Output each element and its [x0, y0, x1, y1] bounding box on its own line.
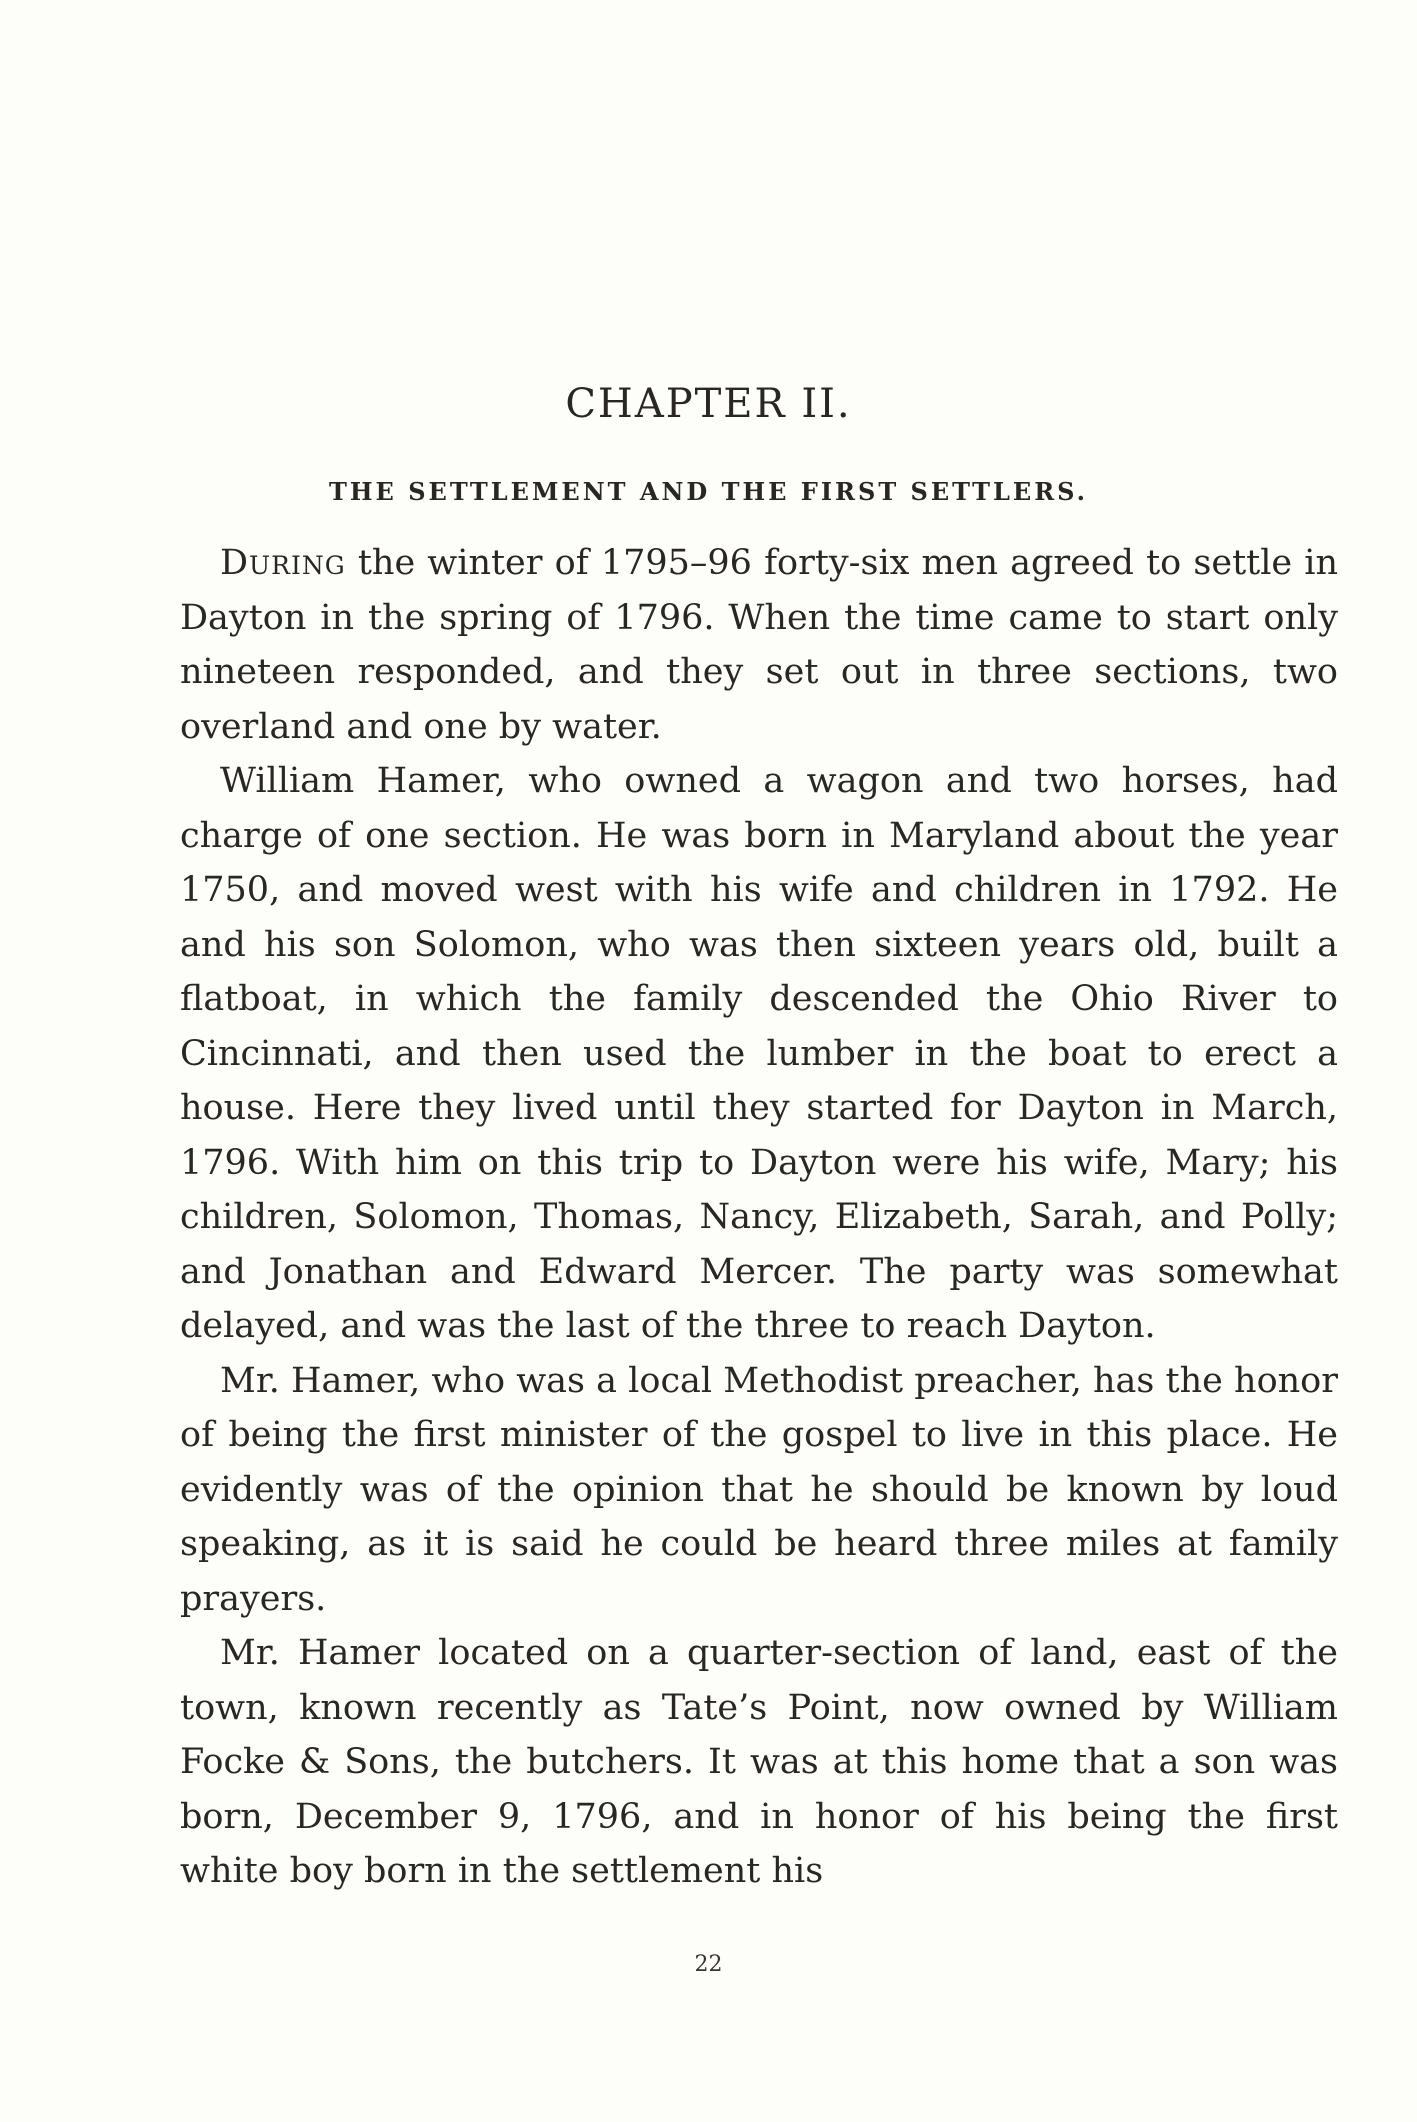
paragraph-text: the winter of 1795–96 forty-six men agreed to settle in Dayton in the spring of 1796. When the time came to start only nineteen responded, and they set out in three sections, two overland and one by water. [180, 543, 1338, 747]
paragraph-4: Mr. Hamer located on a quarter-section of land, east of the town, known recently as Tate’s Point, now owned by William Focke & Sons, the butchers. It was at this home that a son was born, December 9, 1796, and in honor of his being the first white boy born in the settlement his [180, 1633, 1338, 1891]
page-number: 22 [694, 1952, 723, 1977]
paragraph-3: Mr. Hamer, who was a local Methodist preacher, has the honor of being the first minister of the gospel to live in this place. He evidently was of the opinion that he should be known by loud speaking, as it is said he could be heard three miles at family prayers. [180, 1360, 1338, 1619]
chapter-body [180, 536, 1338, 1899]
paragraph-2: William Hamer, who owned a wagon and two horses, had charge of one section. He was born in Maryland about the year 1750, and moved west with his wife and children in 1792. He and his son Solomon, who was then sixteen years old, built a flatboat, in which the family descended the Ohio River to Cincinnati, and then used the lumber in the boat to erect a house. Here they lived until they started for Dayton in March, 1796. With him on this trip to Dayton were his wife, Mary; his children, Solomon, Thomas, Nancy, Elizabeth, Sarah, and Polly; and Jonathan and Edward Mercer. The party was somewhat delayed, and was the last of the three to reach Dayton. [180, 761, 1338, 1346]
chapter-title: CHAPTER II. [565, 381, 852, 427]
paragraph-1 [180, 536, 1338, 754]
paragraph-lead-word: During [220, 543, 346, 583]
chapter-subtitle: THE SETTLEMENT AND THE FIRST SETTLERS. [329, 477, 1088, 506]
